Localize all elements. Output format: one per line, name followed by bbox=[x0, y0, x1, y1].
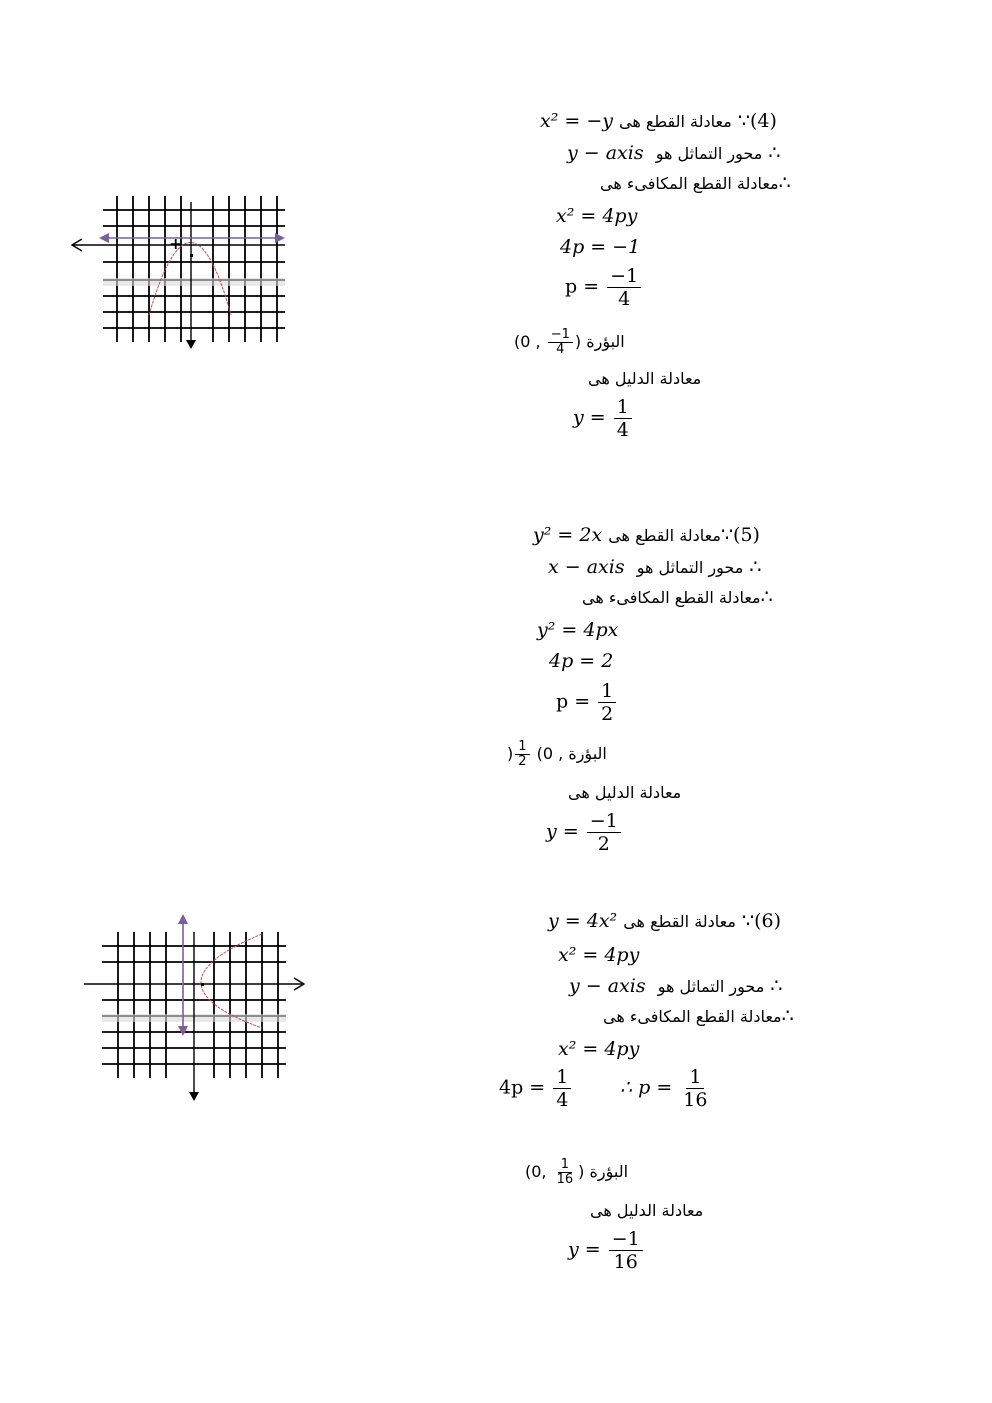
p4-dir-lhs: y = bbox=[573, 406, 606, 429]
p5-focus-open: (0 , bbox=[536, 744, 564, 763]
p5-p-value bbox=[556, 680, 618, 725]
p5-p-fraction bbox=[598, 680, 616, 725]
p6-p-fraction bbox=[680, 1066, 710, 1111]
p4-equation-text: معادلة القطع هى bbox=[619, 112, 732, 131]
p4-vertex-mark: + bbox=[169, 234, 183, 253]
p6-axis-text: محور التماثل هو bbox=[657, 977, 765, 996]
p5-therefore: ∴ bbox=[749, 556, 762, 578]
p6-dir-lhs: y = bbox=[568, 1238, 601, 1261]
p5-focus-num: 1 bbox=[515, 740, 529, 755]
p4-since-symbol: ∵ bbox=[737, 110, 750, 132]
p5-focus-line bbox=[507, 740, 607, 769]
p6-four-p-den: 4 bbox=[556, 1089, 569, 1111]
p5-label: (5) bbox=[733, 524, 760, 546]
p6-equation-text: معادلة القطع هى bbox=[623, 912, 736, 931]
p4-title-line bbox=[540, 110, 777, 133]
p5-focus-den: 2 bbox=[518, 754, 527, 769]
p4-shade bbox=[103, 278, 285, 286]
p5-directrix-text: معادلة الدليل هى bbox=[568, 783, 682, 802]
p6-focus-num: 1 bbox=[558, 1158, 572, 1173]
p5-p-den: 2 bbox=[601, 703, 614, 725]
p5-equation: y² = 2x bbox=[533, 524, 603, 546]
p5-directrix-eq bbox=[546, 810, 623, 855]
p5-p-lhs: p = bbox=[556, 690, 591, 713]
p6-p-lhs: ∴ p = bbox=[620, 1076, 673, 1099]
p4-p-den: 4 bbox=[618, 288, 631, 310]
p6-label: (6) bbox=[754, 910, 782, 932]
p4-dir-num: 1 bbox=[614, 396, 632, 419]
p4-focus-den: 4 bbox=[556, 342, 565, 357]
p6-graph bbox=[80, 910, 310, 1105]
p4-focus-point bbox=[190, 254, 193, 257]
p5-axis-text: محور التماثل هو bbox=[636, 558, 744, 577]
p6-focus-den: 16 bbox=[556, 1172, 574, 1187]
p4-focus-text: البؤرة bbox=[586, 332, 625, 351]
p5-axis-math: x − axis bbox=[548, 556, 625, 578]
p6-y-axis-arrow bbox=[189, 1092, 199, 1101]
p6-directrix-arrow-down bbox=[178, 1026, 188, 1036]
p5-focus-close: ) bbox=[507, 744, 514, 763]
p6-parabola-text: معادلة القطع المكافىء هى bbox=[603, 1007, 782, 1026]
p4-y-axis-arrow bbox=[186, 340, 196, 349]
p4-therefore-2: ∴ bbox=[778, 172, 791, 194]
p5-parabola-text: معادلة القطع المكافىء هى bbox=[582, 588, 761, 607]
p5-std-form: y² = 4px bbox=[537, 619, 619, 641]
p4-p-num: −1 bbox=[607, 265, 641, 288]
p6-focus-fraction bbox=[554, 1158, 577, 1187]
p6-directrix-eq bbox=[568, 1228, 645, 1273]
p6-rewritten: x² = 4py bbox=[558, 944, 640, 966]
p5-title-line bbox=[533, 524, 760, 547]
p4-focus-open: (0 , bbox=[514, 332, 541, 351]
p4-parabola-line bbox=[600, 172, 791, 195]
p6-four-p-lhs: 4p = bbox=[499, 1076, 546, 1099]
p4-axis-text: محور التماثل هو bbox=[655, 144, 763, 163]
p4-focus-close: ) bbox=[574, 332, 582, 351]
p5-focus-fraction bbox=[515, 740, 529, 769]
p5-dir-den: 2 bbox=[597, 833, 610, 855]
p6-p-num: 1 bbox=[686, 1066, 704, 1089]
p6-four-p-fraction bbox=[553, 1066, 571, 1111]
p6-therefore: ∴ bbox=[770, 975, 783, 997]
p4-p-value bbox=[565, 265, 643, 310]
p5-dir-num: −1 bbox=[587, 810, 621, 833]
p4-directrix-arrow-left bbox=[99, 233, 109, 243]
p4-grid bbox=[103, 196, 285, 342]
p4-therefore: ∴ bbox=[768, 142, 781, 164]
p6-dir-num: −1 bbox=[609, 1228, 643, 1251]
p5-focus-text: البؤرة bbox=[568, 744, 607, 763]
p6-focus-close: ) bbox=[578, 1162, 585, 1181]
p6-dir-den: 16 bbox=[613, 1251, 638, 1273]
p6-parabola-line bbox=[603, 1005, 794, 1028]
p6-parabola-curve bbox=[201, 934, 262, 1028]
p6-focus-open: (0, bbox=[525, 1162, 547, 1181]
p5-parabola-line bbox=[582, 586, 773, 609]
p5-p-num: 1 bbox=[598, 680, 616, 703]
p6-dir-fraction bbox=[609, 1228, 643, 1273]
p5-axis-line bbox=[548, 556, 761, 579]
p5-dir-fraction bbox=[587, 810, 621, 855]
p4-graph bbox=[65, 190, 295, 355]
p4-axis-math: y − axis bbox=[567, 142, 644, 164]
p4-dir-den: 4 bbox=[616, 419, 629, 441]
p6-focus-text: البؤرة bbox=[589, 1162, 629, 1181]
p4-focus-line bbox=[514, 328, 625, 357]
p6-directrix-text: معادلة الدليل هى bbox=[590, 1201, 704, 1220]
p4-axis-line bbox=[567, 142, 780, 165]
p6-p-den: 16 bbox=[683, 1089, 708, 1111]
p4-directrix-text: معادلة الدليل هى bbox=[588, 369, 702, 388]
p5-equation-text: معادلة القطع هى bbox=[608, 526, 721, 545]
p4-directrix-eq bbox=[573, 396, 634, 441]
p4-four-p: 4p = −1 bbox=[560, 236, 641, 258]
p4-p-lhs: p = bbox=[565, 275, 600, 298]
p6-therefore-2: ∴ bbox=[781, 1005, 794, 1027]
p4-parabola-text: معادلة القطع المكافىء هى bbox=[600, 174, 779, 193]
p4-label: (4) bbox=[749, 110, 777, 132]
p6-directrix-arrow-up bbox=[178, 914, 188, 924]
p6-focus-line bbox=[525, 1158, 628, 1187]
p6-axis-math: y − axis bbox=[569, 975, 646, 997]
p6-std-form: x² = 4py bbox=[558, 1038, 640, 1060]
p4-p-fraction bbox=[607, 265, 641, 310]
p6-p-value bbox=[620, 1066, 712, 1111]
p4-std-form: x² = 4py bbox=[556, 205, 638, 227]
p5-therefore-2: ∴ bbox=[760, 586, 773, 608]
p5-dir-lhs: y = bbox=[546, 820, 579, 843]
p6-equation: y = 4x² bbox=[548, 910, 618, 932]
p6-four-p-num: 1 bbox=[553, 1066, 571, 1089]
p4-directrix-arrow-right bbox=[275, 233, 285, 243]
p6-title-line bbox=[548, 910, 781, 933]
p6-four-p-line bbox=[499, 1066, 573, 1111]
p4-equation: x² = −y bbox=[540, 110, 613, 132]
p6-axis-line bbox=[569, 975, 782, 998]
p6-since-symbol: ∵ bbox=[742, 910, 755, 932]
p5-since-symbol: ∵ bbox=[720, 524, 734, 546]
p6-focus-point bbox=[201, 983, 204, 986]
p4-focus-num: −1 bbox=[548, 328, 573, 343]
p4-focus-fraction bbox=[548, 328, 573, 357]
p4-dir-fraction bbox=[614, 396, 632, 441]
p5-four-p: 4p = 2 bbox=[549, 650, 614, 672]
